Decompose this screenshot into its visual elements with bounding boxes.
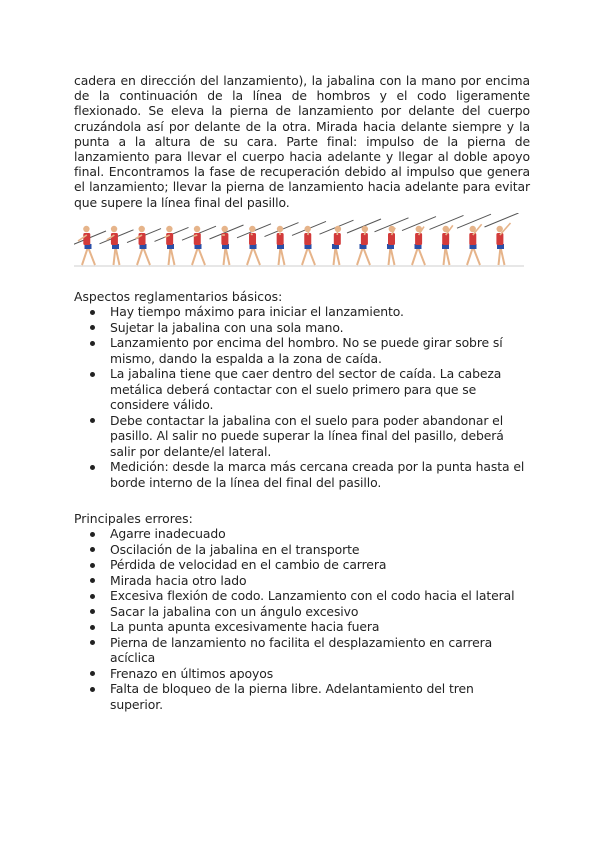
errors-item: La punta apunta excesivamente hacia fuera [74, 619, 530, 635]
rules-item: Hay tiempo máximo para iniciar el lanzamiento. [74, 304, 530, 320]
errors-item: Excesiva flexión de codo. Lanzamiento con el codo hacia el lateral [74, 588, 530, 604]
errors-list [74, 526, 530, 712]
rules-item: Debe contactar la jabalina con el suelo para poder abandonar el pasillo. Al salir no puede superar la línea final del pasillo, deberá salir por delante/el lateral. [74, 413, 530, 460]
rules-item: La jabalina tiene que caer dentro del sector de caída. La cabeza metálica deberá contactar con el suelo primero para que se considere válido. [74, 366, 530, 413]
intro-block [74, 73, 530, 210]
rules-title: Aspectos reglamentarios básicos: [74, 289, 283, 304]
rules-item: Sujetar la jabalina con una sola mano. [74, 320, 530, 336]
errors-item: Pierna de lanzamiento no facilita el desplazamiento en carrera acíclica [74, 635, 530, 666]
errors-item: Agarre inadecuado [74, 526, 530, 542]
rules-list [74, 304, 530, 490]
errors-item: Sacar la jabalina con un ángulo excesivo [74, 604, 530, 620]
rules-item: Lanzamiento por encima del hombro. No se puede girar sobre sí mismo, dando la espalda a la zona de caída. [74, 335, 530, 366]
javelin-throw-sequence-image [74, 213, 524, 269]
errors-item: Frenazo en últimos apoyos [74, 666, 530, 682]
errors-item: Falta de bloqueo de la pierna libre. Adelantamiento del tren superior. [74, 681, 530, 712]
errors-item: Oscilación de la jabalina en el transporte [74, 542, 530, 558]
errors-item: Pérdida de velocidad en el cambio de carrera [74, 557, 530, 573]
intro-paragraph: cadera en dirección del lanzamiento), la jabalina con la mano por encima de la continuación de la línea de hombros y el codo ligeramente flexionado. Se eleva la pierna de lanzamiento por delante del cuerpo cruzándola así por delante de la otra. Mirada hacia delante siempre y la punta a la altura de su cara. Parte final: impulso de la pierna de lanzamiento para llevar el cuerpo hacia adelante y llegar al doble apoyo final. Encontramos la fase de recuperación debido al impulso que genera el lanzamiento; llevar la pierna de lanzamiento hacia adelante para evitar que supere la línea final del pasillo. [74, 73, 530, 210]
errors-item: Mirada hacia otro lado [74, 573, 530, 589]
errors-title: Principales errores: [74, 511, 193, 526]
rules-item: Medición: desde la marca más cercana creada por la punta hasta el borde interno de la línea del final del pasillo. [74, 459, 530, 490]
